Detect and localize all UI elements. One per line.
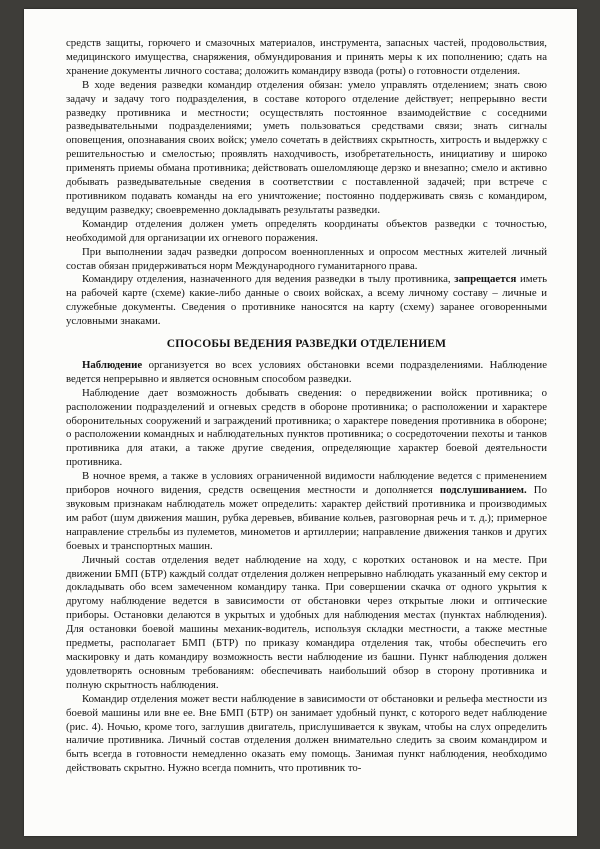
- text-segment: Командиру отделения, назначенного для ведения разведки в тылу противника,: [82, 273, 455, 286]
- text-segment: иметь на рабочей карте (схеме) какие-либо данные о своих войсках, а всему личному составу – личные и служебные документы. Сведения о противнике наносятся на карту (схему) заранее оговоренными условными знаками.: [66, 273, 548, 328]
- paragraph-observation-intro: [66, 359, 547, 387]
- paragraph-coordinates: Командир отделения должен уметь определять координаты объектов разведки с точностью, необходимой для организации их огневого поражения.: [66, 217, 547, 244]
- paragraph-commander-duties: В ходе ведения разведки командир отделения обязан: умело управлять отделением; знать свою задачу и задачу того подразделения, в составе которого отделение действует; непрерывно вести разведку противника и местности; осуществлять постоянное взаимодействие с соседними разведывательными подразделениями; уметь пользоваться средствами связи; знать сигналы оповещения, опознавания своих войск; умело сочетать в действиях скрытность, хитрость и выдержку с решительностью и смелостью; проявлять находчивость, изобретательность, инициативу и широко применять приемы обмана противника; действовать ошеломляюще дерзко и внезапно; смело и активно добывать разведывательные сведения в соответствии с поставленной задачей; при встрече с противником подавать команды на его уничтожение; постоянно поддерживать связь с командиром, ведущим разведку; своевременно докладывать результаты разведки.: [66, 78, 547, 216]
- paragraph-map-restrictions: [66, 273, 547, 329]
- paragraph-humanitarian-law: При выполнении задач разведки допросом военнопленных и опросом местных жителей личный состав обязан придерживаться норм Международного гуманитарного права.: [66, 245, 547, 272]
- paragraph-observation-capabilities: Наблюдение дает возможность добывать сведения: о передвижении войск противника; о расположении подразделений и огневых средств в обороне противника; о расположении и характере оборонительных сооружений и заграждений противника; о характере поведения противника в обороне; о расположении командных и наблюдательных пунктов противника; о сосредоточении пехоты и танков противника для атаки, а также другие сведения, определяющие характер боевой деятельности противника.: [66, 386, 547, 469]
- text-segment: По звуковым признакам наблюдатель может определить: характер действий противника и производимых им работ (шум движения машин, рубка деревьев, вбивание кольев, разговорная речь и т. д.); примерное направление стрельбы из пулеметов, минометов и артиллерии; направление движения танков и других боевых и транспортных машин.: [66, 484, 547, 552]
- paragraph-observation-on-move: Личный состав отделения ведет наблюдение на ходу, с коротких остановок и на месте. При движении БМП (БТР) каждый солдат отделения должен непрерывно наблюдать указанный ему сектор и докладывать обо всем замеченном командиру танка. При совершении скачка от одного укрытия к другому наблюдение ведется в зависимости от обстановки через открытые люки и оптические приборы. Остановки делаются в укрытых и удобных для наблюдения местах (пунктах наблюдения). Для остановки боевой машины механик-водитель, используя складки местности, а также местные предметы, располагает БМП (БТР) по приказу командира отделения так, чтобы обеспечить его маскировку и дать командиру возможность вести наблюдение из башни. Пункт наблюдения должен удовлетворять основным требованиям: обеспечивать наибольший обзор в сторону противника и полную скрытность наблюдения.: [66, 553, 547, 691]
- paragraph-night-observation: [66, 470, 547, 553]
- document-body: [66, 37, 547, 776]
- text-segment-bold: подслушиванием.: [439, 484, 527, 497]
- paragraph-commander-observation-post: Командир отделения может вести наблюдение в зависимости от обстановки и рельефа местности из боевой машины или вне ее. Вне БМП (БТР) он занимает удобный пункт, с которого ведет наблюдение (рис. 4). Ночью, кроме того, заглушив двигатель, прислушивается к звукам, чтобы на слух определить наличие противника. Личный состав отделения должен внимательно следить за своим командиром и быть всегда в готовности немедленно оказать ему помощь. Занимая пункт наблюдения, необходимо действовать скрытно. Нужно всегда помнить, что противник то-: [66, 692, 547, 775]
- text-segment-bold: запрещается: [454, 273, 517, 286]
- document-page: [24, 9, 577, 836]
- text-segment: организуется во всех условиях обстановки всеми подразделениями. Наблюдение ведется непрерывно и является основным способом разведки.: [66, 358, 547, 385]
- paragraph-supplies-continuation: средств защиты, горючего и смазочных материалов, инструмента, запасных частей, продовольствия, медицинского имущества, снаряжения, обмундирования и принять меры к их пополнению; сдать на хранение документы личного состава; доложить командиру взвода (роты) о готовности отделения.: [66, 37, 547, 77]
- section-heading: СПОСОБЫ ВЕДЕНИЯ РАЗВЕДКИ ОТДЕЛЕНИЕМ: [166, 338, 447, 351]
- text-segment-bold: Наблюдение: [82, 358, 143, 371]
- text-segment: В ночное время, а также в условиях ограниченной видимости наблюдение ведется с применением приборов ночного видения, средств освещения местности и дополняется: [66, 470, 547, 497]
